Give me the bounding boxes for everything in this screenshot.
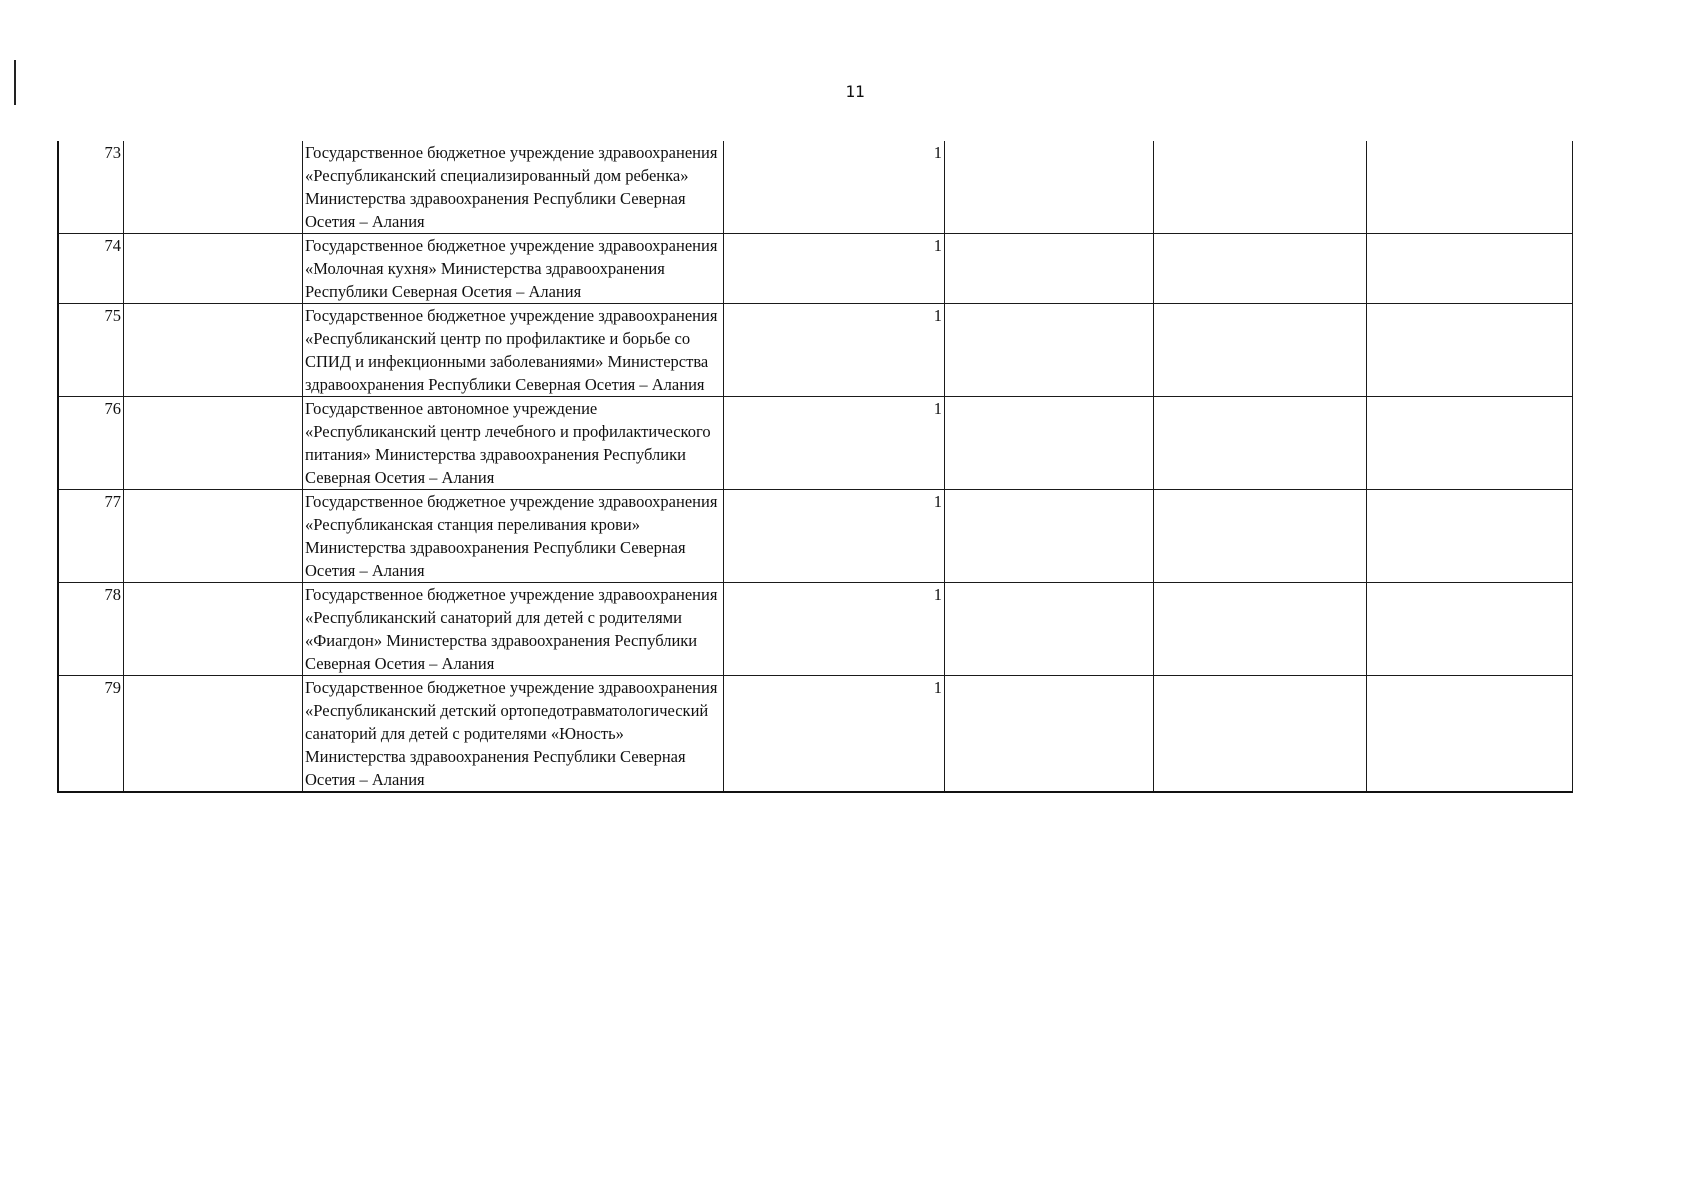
row-number-cell: 75 [58,304,124,397]
code-cell [124,490,303,583]
empty-cell-3 [1367,234,1573,304]
empty-cell-1 [945,141,1154,234]
empty-cell-2 [1154,141,1367,234]
empty-cell-2 [1154,583,1367,676]
row-number-cell: 74 [58,234,124,304]
empty-cell-2 [1154,397,1367,490]
empty-cell-3 [1367,583,1573,676]
table-row [58,583,1573,676]
quantity-cell: 1 [724,490,945,583]
institution-name-cell: Государственное бюджетное учреждение здравоохранения «Республиканская станция переливания крови» Министерства здравоохранения Республики Северная Осетия – Алания [303,490,724,583]
quantity-cell: 1 [724,583,945,676]
code-cell [124,583,303,676]
empty-cell-1 [945,583,1154,676]
empty-cell-1 [945,234,1154,304]
page-number: 11 [845,82,865,101]
empty-cell-3 [1367,676,1573,793]
empty-cell-1 [945,304,1154,397]
quantity-cell: 1 [724,234,945,304]
empty-cell-3 [1367,141,1573,234]
code-cell [124,304,303,397]
table-row [58,676,1573,793]
quantity-cell: 1 [724,397,945,490]
code-cell [124,397,303,490]
row-number-cell: 77 [58,490,124,583]
empty-cell-2 [1154,490,1367,583]
code-cell [124,141,303,234]
row-number-cell: 73 [58,141,124,234]
code-cell [124,676,303,793]
empty-cell-1 [945,676,1154,793]
empty-cell-3 [1367,490,1573,583]
empty-cell-1 [945,490,1154,583]
empty-cell-3 [1367,304,1573,397]
institution-name-cell: Государственное бюджетное учреждение здравоохранения «Молочная кухня» Министерства здравоохранения Республики Северная Осетия – Алания [303,234,724,304]
table-row [58,234,1573,304]
quantity-cell: 1 [724,676,945,793]
quantity-cell: 1 [724,304,945,397]
table-body [58,141,1573,792]
table-row [58,141,1573,234]
quantity-cell: 1 [724,141,945,234]
empty-cell-2 [1154,304,1367,397]
row-number-cell: 76 [58,397,124,490]
empty-cell-2 [1154,234,1367,304]
table-row [58,304,1573,397]
empty-cell-2 [1154,676,1367,793]
row-number-cell: 79 [58,676,124,793]
code-cell [124,234,303,304]
table-row [58,490,1573,583]
institution-name-cell: Государственное бюджетное учреждение здравоохранения «Республиканский специализированный дом ребенка» Министерства здравоохранения Республики Северная Осетия – Алания [303,141,724,234]
table-row [58,397,1573,490]
institution-name-cell: Государственное бюджетное учреждение здравоохранения «Республиканский детский ортопедотравматологический санаторий для детей с родителями «Юность» Министерства здравоохранения Республики Северная Осетия – Алания [303,676,724,793]
empty-cell-1 [945,397,1154,490]
row-number-cell: 78 [58,583,124,676]
empty-cell-3 [1367,397,1573,490]
institution-name-cell: Государственное бюджетное учреждение здравоохранения «Республиканский санаторий для детей с родителями «Фиагдон» Министерства здравоохранения Республики Северная Осетия – Алания [303,583,724,676]
institution-name-cell: Государственное бюджетное учреждение здравоохранения «Республиканский центр по профилактике и борьбе со СПИД и инфекционными заболеваниями» Министерства здравоохранения Республики Северная Осетия – Алания [303,304,724,397]
institution-name-cell: Государственное автономное учреждение «Республиканский центр лечебного и профилактического питания» Министерства здравоохранения Республики Северная Осетия – Алания [303,397,724,490]
institutions-table [57,141,1573,793]
